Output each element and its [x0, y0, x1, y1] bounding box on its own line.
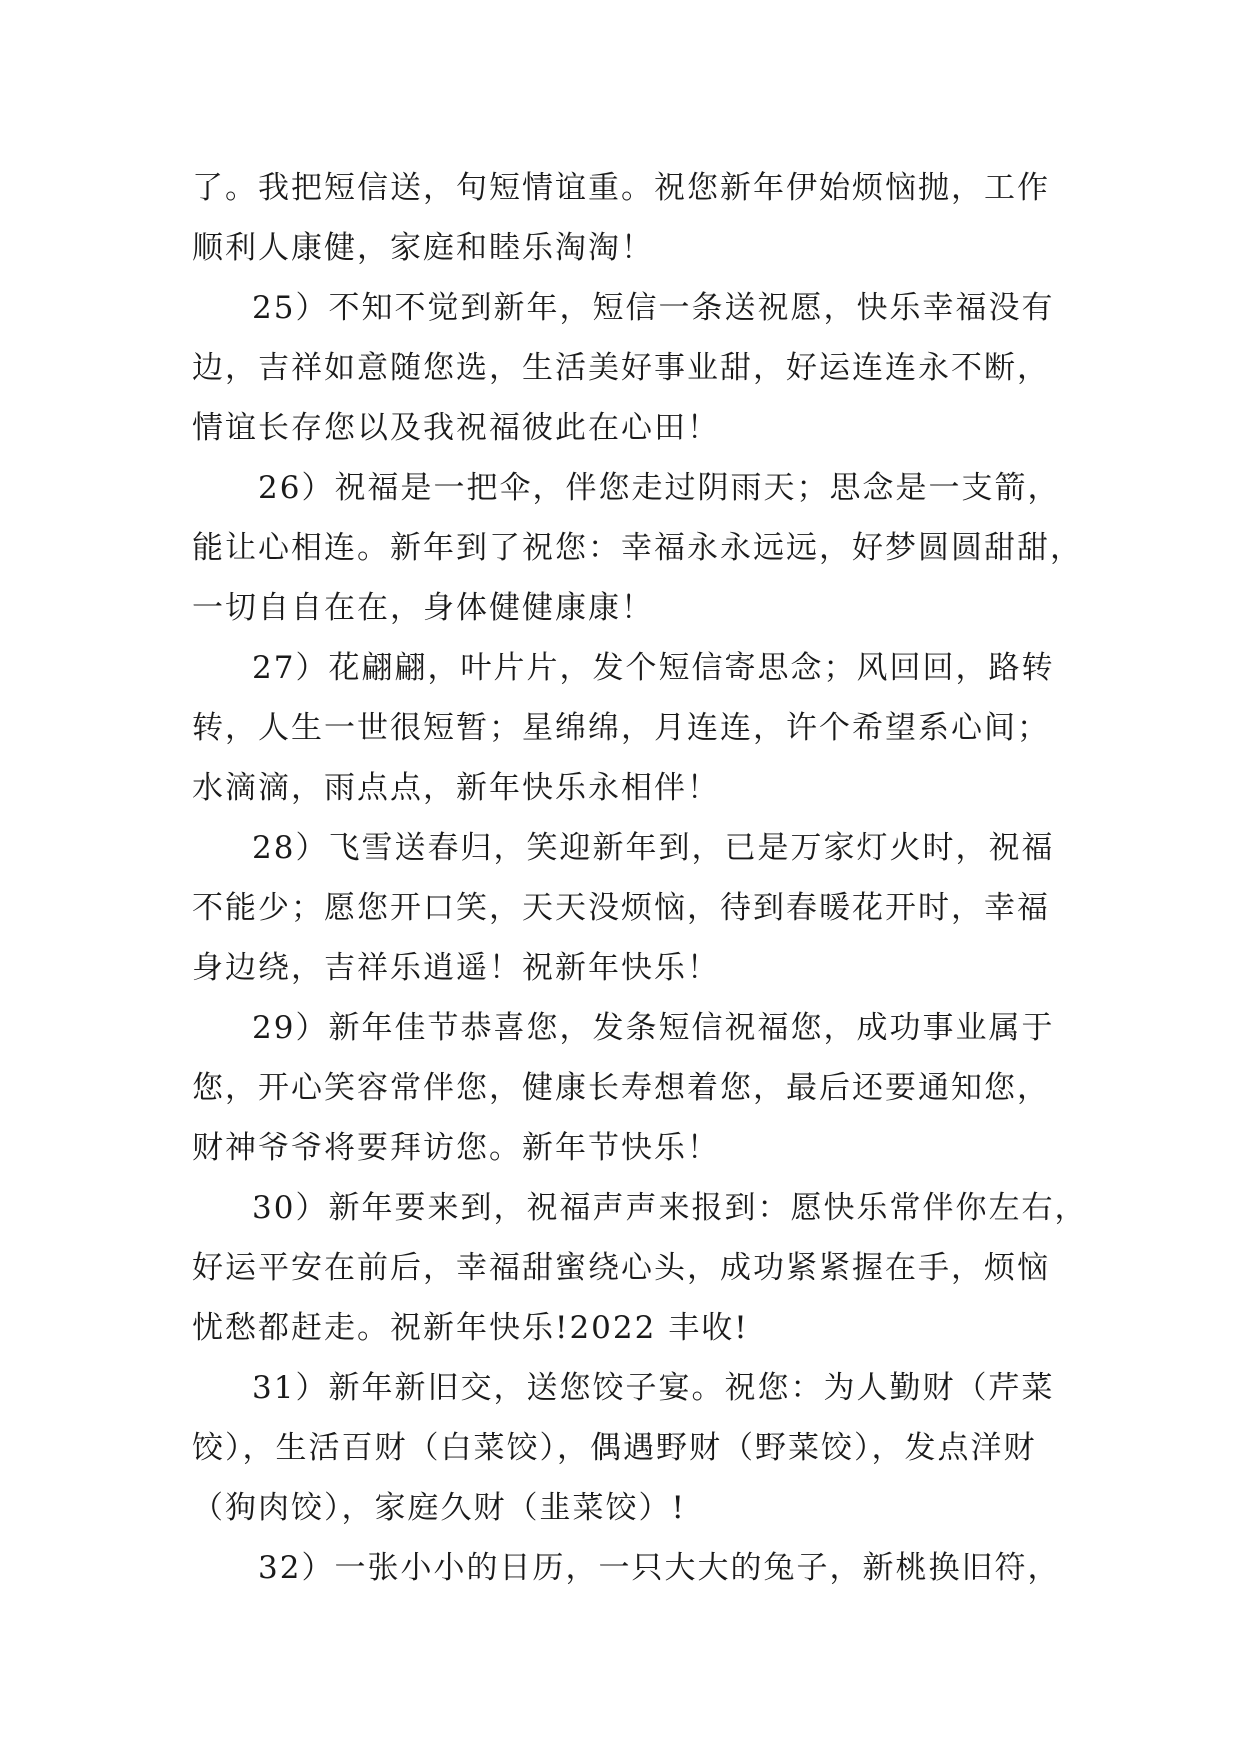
text-line: 能让心相连。新年到了祝您：幸福永永远远，好梦圆圆甜甜，: [192, 530, 1083, 566]
paragraph-26-start: 26）祝福是一把伞，伴您走过阴雨天；思念是一支箭，: [258, 470, 1061, 506]
text-line: 身边绕，吉祥乐逍遥！祝新年快乐！: [192, 950, 720, 986]
paragraph-25-start: 25）不知不觉到新年，短信一条送祝愿，快乐幸福没有: [252, 290, 1055, 326]
document-body: [192, 158, 1088, 1598]
text-line: （狗肉饺），家庭久财（韭菜饺）!: [192, 1490, 686, 1526]
text-line: 一切自自在在，身体健健康康！: [192, 590, 654, 626]
text-line: 顺利人康健，家庭和睦乐淘淘！: [192, 230, 654, 266]
text-line: 水滴滴，雨点点，新年快乐永相伴！: [192, 770, 720, 806]
text-line: 好运平安在前后，幸福甜蜜绕心头，成功紧紧握在手，烦恼: [192, 1250, 1050, 1286]
paragraph-31-start: 31）新年新旧交，送您饺子宴。祝您：为人勤财（芹菜: [252, 1370, 1055, 1406]
paragraph-30-start: 30）新年要来到，祝福声声来报到：愿快乐常伴你左右，: [252, 1190, 1088, 1226]
paragraph-32-start: 32）一张小小的日历，一只大大的兔子，新桃换旧符，: [258, 1550, 1061, 1586]
text-line: 转，人生一世很短暂；星绵绵，月连连，许个希望系心间；: [192, 710, 1050, 746]
text-line: 边，吉祥如意随您选，生活美好事业甜，好运连连永不断，: [192, 350, 1050, 386]
text-line: 财神爷爷将要拜访您。新年节快乐！: [192, 1130, 720, 1166]
text-line: 忧愁都赶走。祝新年快乐!2022 丰收!: [192, 1310, 749, 1346]
text-line: 不能少；愿您开口笑，天天没烦恼，待到春暖花开时，幸福: [192, 890, 1050, 926]
paragraph-29-start: 29）新年佳节恭喜您，发条短信祝福您，成功事业属于: [252, 1010, 1055, 1046]
text-line: 了。我把短信送，句短情谊重。祝您新年伊始烦恼抛，工作: [192, 170, 1050, 206]
text-line: 情谊长存您以及我祝福彼此在心田！: [192, 410, 720, 446]
text-line: 您，开心笑容常伴您，健康长寿想着您，最后还要通知您，: [192, 1070, 1050, 1106]
paragraph-28-start: 28）飞雪送春归，笑迎新年到，已是万家灯火时，祝福: [252, 830, 1055, 866]
paragraph-27-start: 27）花翩翩，叶片片，发个短信寄思念；风回回，路转: [252, 650, 1055, 686]
text-line: 饺），生活百财（白菜饺），偶遇野财（野菜饺），发点洋财: [192, 1430, 1037, 1466]
